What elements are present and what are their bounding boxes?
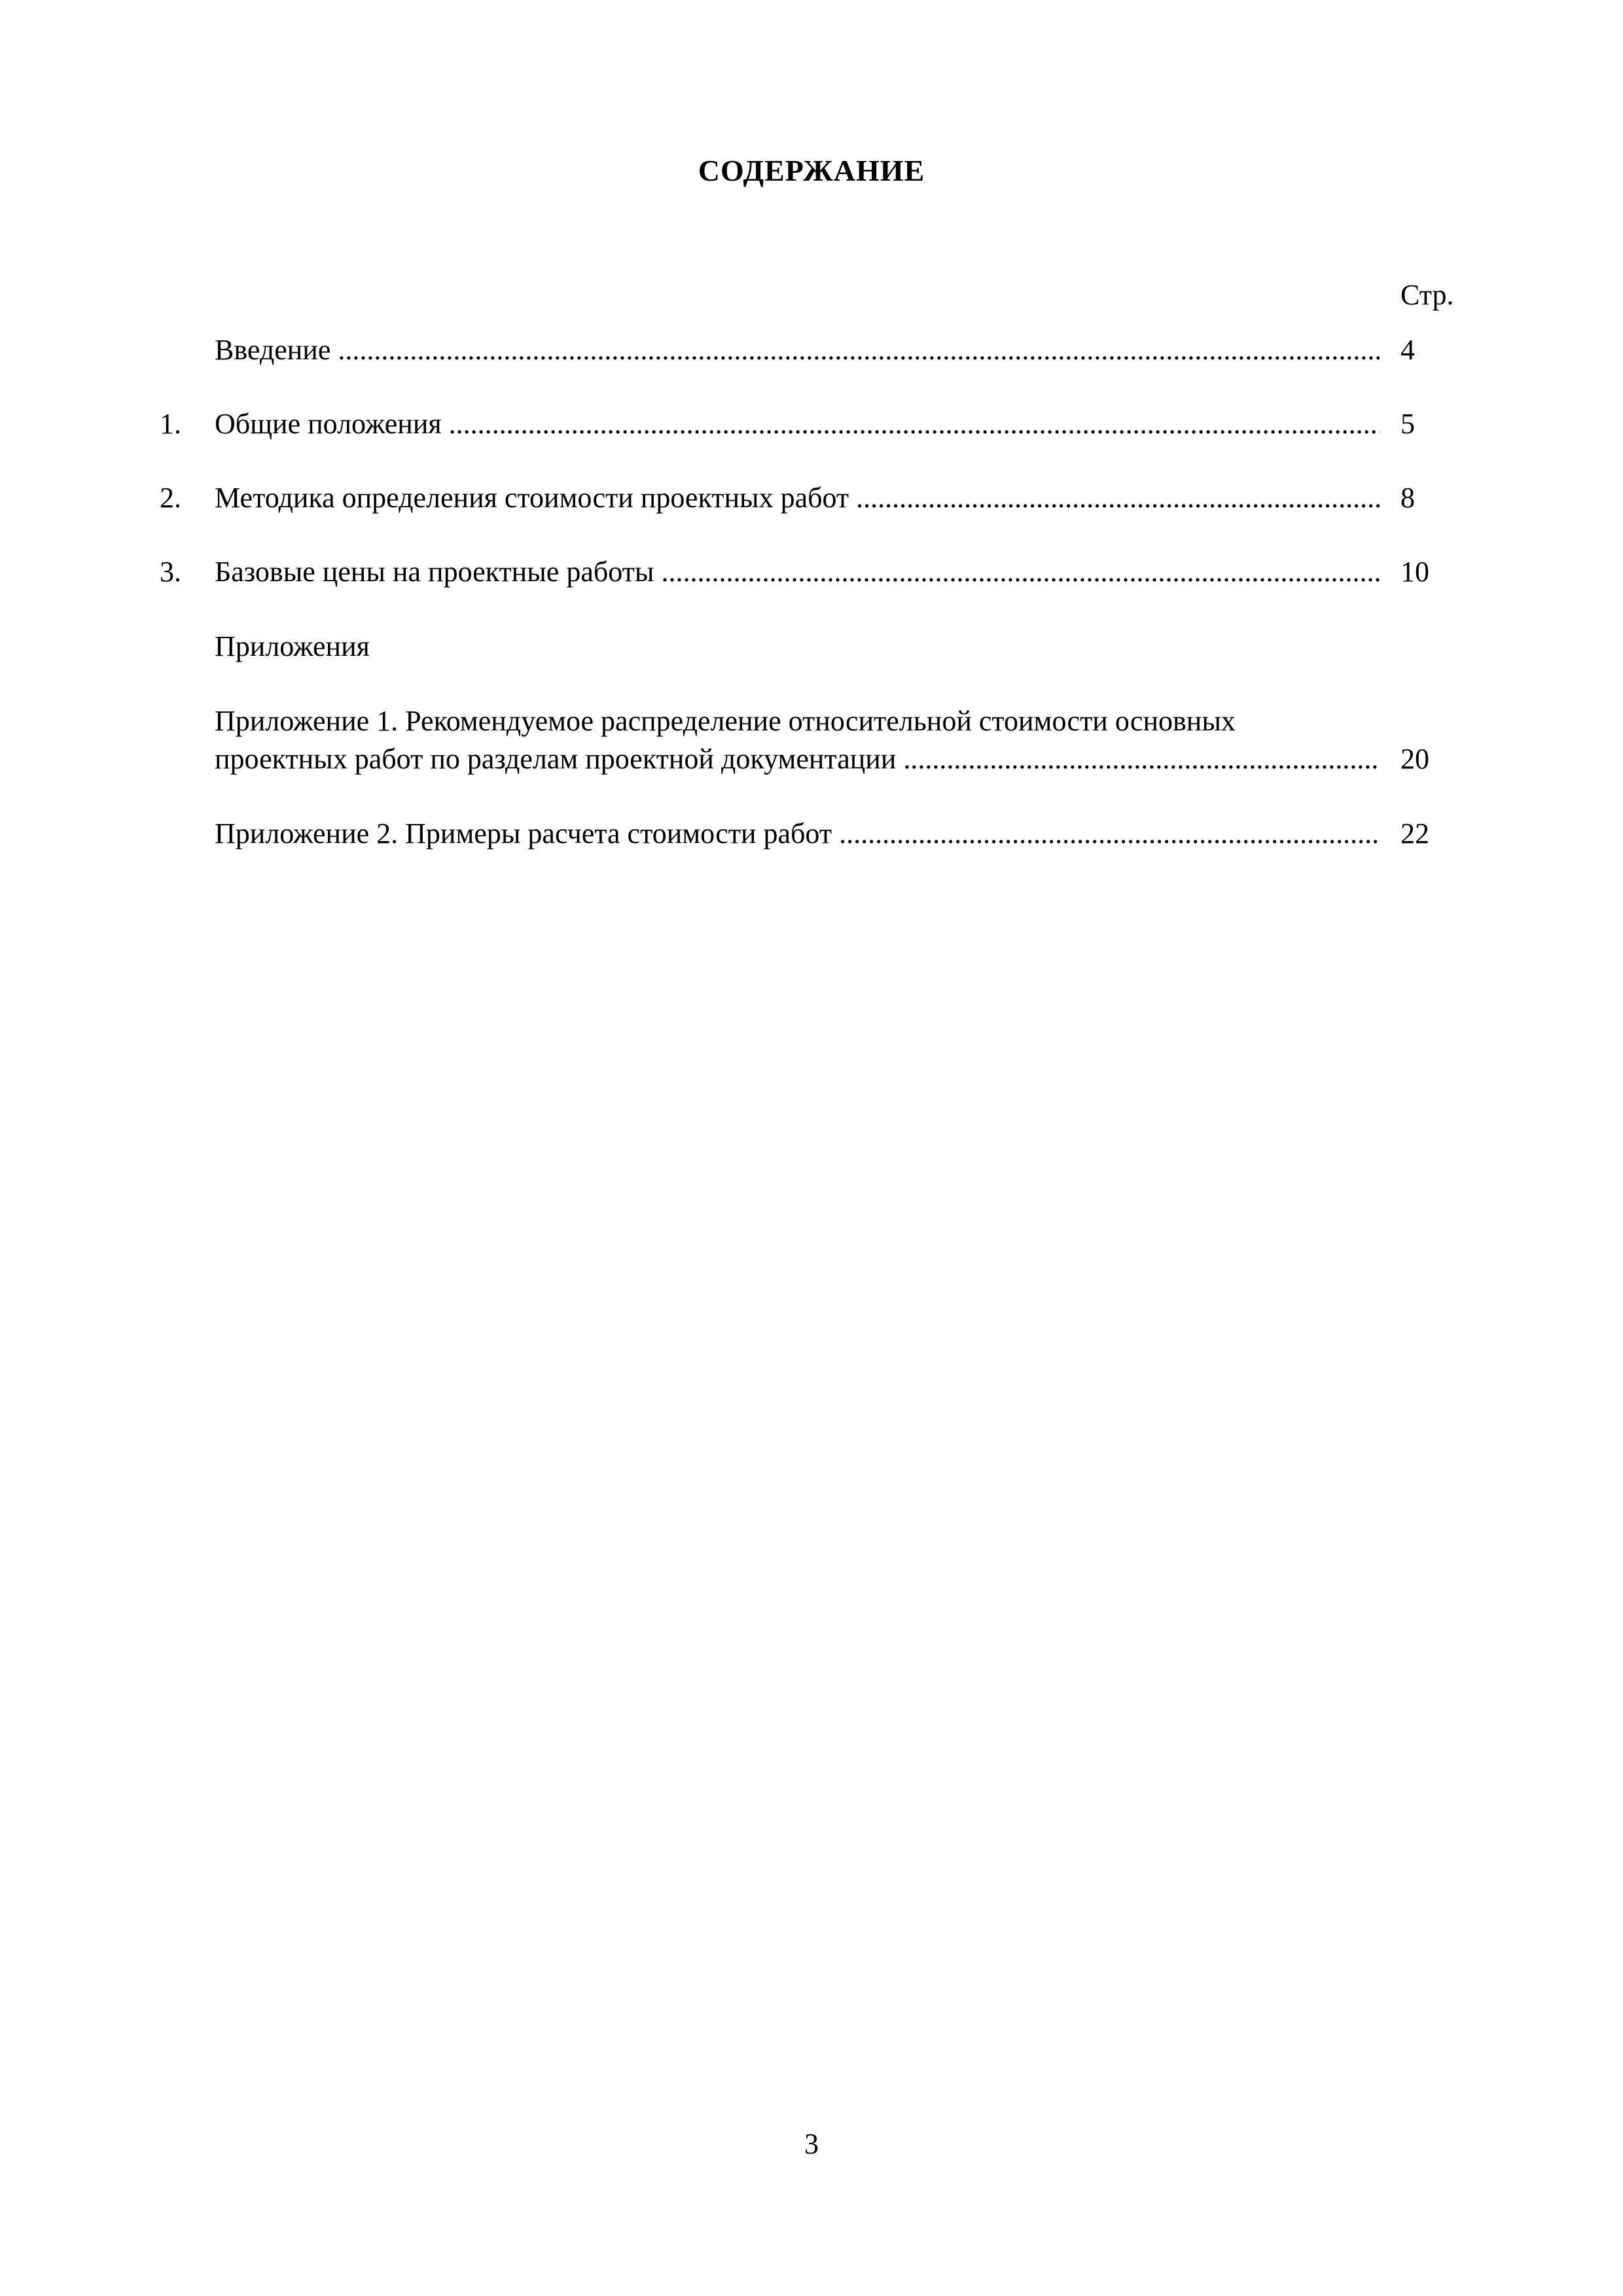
page-number: 3 <box>804 2128 819 2160</box>
toc-entry-page: 10 <box>1400 556 1429 588</box>
appendix2-text: Приложение 2. Примеры расчета стоимости работ <box>215 817 832 850</box>
toc-entry-label <box>215 552 1380 592</box>
dot-leader <box>442 408 1380 440</box>
toc-entry-number: 2. <box>160 482 181 514</box>
toc-appendix1-line2[interactable] <box>0 740 1623 779</box>
toc-entry-label <box>215 404 1380 444</box>
toc-entry-label <box>215 478 1380 518</box>
dot-leader <box>330 334 1380 366</box>
toc-entry-introduction[interactable] <box>0 331 1623 370</box>
appendices-heading-text: Приложения <box>215 630 370 662</box>
dot-leader <box>896 743 1380 775</box>
toc-entry-label <box>215 814 1380 853</box>
toc-entry-page: 5 <box>1400 408 1415 440</box>
toc-entry-page: 4 <box>1400 334 1415 366</box>
toc-entry-text: Методика определения стоимости проектных работ <box>215 482 849 514</box>
toc-appendix2[interactable] <box>0 814 1623 853</box>
toc-entry-label <box>215 331 1380 370</box>
toc-entry-number: 3. <box>160 556 181 588</box>
toc-entry-page: 8 <box>1400 482 1415 514</box>
page-title: СОДЕРЖАНИЕ <box>698 154 925 187</box>
toc-entry-page: 22 <box>1400 817 1429 850</box>
toc-entry-page: 20 <box>1400 743 1429 775</box>
toc-entry-number: 1. <box>160 408 181 440</box>
toc-entry-label <box>215 740 1380 779</box>
toc-entry-base-prices[interactable] <box>0 552 1623 592</box>
toc-entry-methodology[interactable] <box>0 478 1623 518</box>
toc-entry-general-provisions[interactable] <box>0 404 1623 444</box>
dot-leader <box>654 556 1380 588</box>
appendix1-line1-text: Приложение 1. Рекомендуемое распределение относительной стоимости основных <box>215 705 1236 737</box>
toc-appendix1-line1[interactable] <box>0 702 1623 741</box>
toc-entry-text: Общие положения <box>215 408 442 440</box>
toc-entry-text: Введение <box>215 334 331 366</box>
dot-leader <box>849 482 1380 514</box>
toc-entry-text: Базовые цены на проектные работы <box>215 556 654 588</box>
page-column-header: Стр. <box>1400 279 1454 311</box>
dot-leader <box>832 817 1380 850</box>
toc-appendices-heading <box>0 627 1623 666</box>
appendix1-line2-text: проектных работ по разделам проектной документации <box>215 743 897 775</box>
